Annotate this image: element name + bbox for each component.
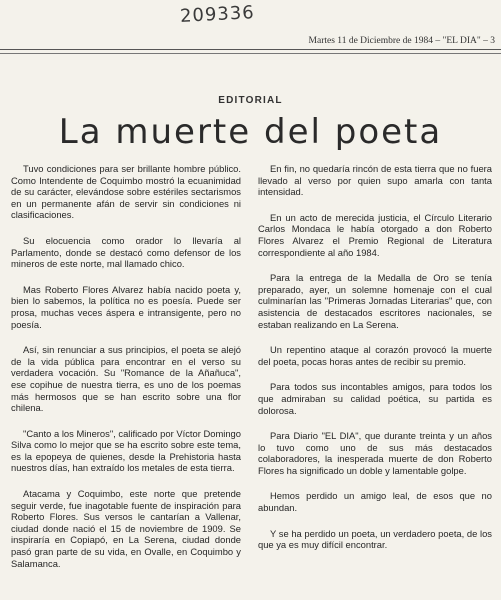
page-header-dateline: Martes 11 de Diciembre de 1984 – "EL DIA" – 3 bbox=[308, 36, 495, 46]
paragraph: Atacama y Coquimbo, este norte que pretende seguir verde, fue inagotable fuente de inspiración para Roberto Flores. Sus versos le cantarían a Vallenar, ciudad donde nació el 15 de noviembre de 1909. Se inspiraría en Copiapó, en La Serena, ciudad donde pasó gran parte de su vida, en Ovalle, en Coquimbo y Salamanca. bbox=[11, 488, 241, 569]
paragraph: Un repentino ataque al corazón provocó la muerte del poeta, pocas horas antes de recibir su premio. bbox=[258, 344, 492, 367]
paragraph: Para todos sus incontables amigos, para todos los que admiraban su calidad poética, su partida es dolorosa. bbox=[258, 381, 492, 416]
header-rule-secondary bbox=[0, 53, 501, 54]
article-column-left bbox=[11, 163, 241, 583]
paragraph: Así, sin renunciar a sus principios, el poeta se alejó de la vida pública para encontrar en el verso su verdadera vocación. Su "Romance de la Añañuca", ese copihue de nuestra tierra, es uno de los poemas más hermosos que se han escrito sobre una flor chilena. bbox=[11, 344, 241, 414]
paragraph: Su elocuencia como orador lo llevaría al Parlamento, donde se destacó como defensor de los mineros de este norte, mal llamado chico. bbox=[11, 234, 241, 270]
paragraph: En un acto de merecida justicia, el Círculo Literario Carlos Mondaca le había otorgado a don Roberto Flores Alvarez el Premio Regional de Literatura correspondiente al año 1984. bbox=[258, 211, 492, 258]
paragraph: Mas Roberto Flores Alvarez había nacido poeta y, bien lo sabemos, la política no es poesía. Puede ser prosa, muchas veces áspera e intransigente, pero no poesía. bbox=[11, 283, 241, 330]
header-rule bbox=[0, 49, 501, 50]
paragraph: Y se ha perdido un poeta, un verdadero poeta, de los que ya es muy difícil encontrar. bbox=[258, 527, 492, 551]
handwritten-catalog-number: 209336 bbox=[179, 2, 256, 27]
article-title: La muerte del poeta bbox=[58, 112, 443, 152]
article-column-right bbox=[258, 163, 492, 565]
paragraph: "Canto a los Mineros", calificado por Víctor Domingo Silva como lo mejor que se ha escrito sobre este tema, es la epopeya de quienes, desde la Prehistoria hasta nuestros días, han extraído los metales de esta tierra. bbox=[11, 427, 241, 474]
paragraph: En fin, no quedaría rincón de esta tierra que no fuera llevado al verso por quien supo amarla con tanta intensidad. bbox=[258, 163, 492, 198]
section-rubric: EDITORIAL bbox=[218, 95, 283, 106]
paragraph: Tuvo condiciones para ser brillante hombre público. Como Intendente de Coquimbo mostró la ecuanimidad de su carácter, elevándose sobre estériles sectarismos en un permanente afán de servir sin condiciones ni clasificaciones. bbox=[11, 163, 241, 221]
paragraph: Para Diario "EL DIA", que durante treinta y un años lo tuvo como uno de sus más destacados colaboradores, la inesperada muerte de don Roberto Flores ha significado un doble y lamentable golpe. bbox=[258, 430, 492, 476]
paragraph: Hemos perdido un amigo leal, de esos que no abundan. bbox=[258, 490, 492, 514]
paragraph: Para la entrega de la Medalla de Oro se tenía preparado, ayer, un solemne homenaje con el cual culminarían las "Primeras Jornadas Literarias" que, con asistencia de destacados escritores nacionales, se estaban realizando en La Serena. bbox=[258, 272, 492, 330]
